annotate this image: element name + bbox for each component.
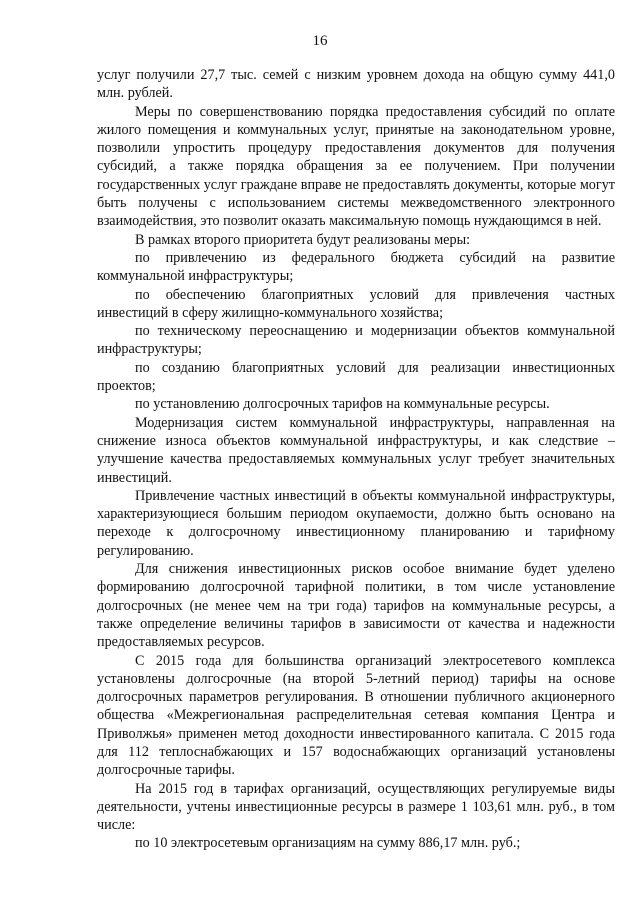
paragraph: С 2015 года для большинства организаций электросетевого комплекса установлены долгосрочные (на второй 5-летний период) тарифы на основе долгосрочных параметров регулирования. В отношении публичного акционерного общества «Межрегиональная распределительная сетевая компания Центра и Приволжья» применен метод доходности инвестированного капитала. С 2015 года для 112 теплоснабжающих и 157 водоснабжающих организаций установлены долгосрочные тарифы. [97, 652, 615, 779]
paragraph: Привлечение частных инвестиций в объекты коммунальной инфраструктуры, характеризующиеся большим периодом окупаемости, должно быть основано на переходе к долгосрочному инвестиционному планированию и тарифному регулированию. [97, 487, 615, 559]
list-item: по 10 электросетевым организациям на сумму 886,17 млн. руб.; [135, 835, 521, 852]
page-number: 16 [312, 33, 328, 49]
document-body [97, 66, 615, 853]
paragraph: Модернизация систем коммунальной инфраструктуры, направленная на снижение износа объектов коммунальной инфраструктуры, и как следствие – улучшение качества предоставляемых коммунальных услуг требует значительных инвестиций. [97, 414, 615, 486]
list-item: по техническому переоснащению и модернизации объектов коммунальной инфраструктуры; [97, 323, 615, 358]
paragraph: услуг получили 27,7 тыс. семей с низким уровнем дохода на общую сумму 441,0 млн. рублей. [97, 67, 615, 102]
paragraph: На 2015 год в тарифах организаций, осуществляющих регулируемые виды деятельности, учтены инвестиционные ресурсы в размере 1 103,61 млн. руб., в том числе: [97, 780, 615, 834]
list-item: по привлечению из федерального бюджета субсидий на развитие коммунальной инфраструктуры; [97, 249, 615, 285]
list-item: по созданию благоприятных условий для реализации инвестиционных проектов; [97, 359, 615, 395]
paragraph: Для снижения инвестиционных рисков особое внимание будет уделено формированию долгосрочной тарифной политики, в том числе установление долгосрочных (не менее чем на три года) тарифов на коммунальные ресурсы, а также определение величины тарифов в зависимости от качества и надежности предоставляемых ресурсов. [97, 561, 615, 651]
paragraph: Меры по совершенствованию порядка предоставления субсидий по оплате жилого помещения и коммунальных услуг, принятые на законодательном уровне, позволили упростить процедуру предоставления документов для получения субсидий, а также порядка обращения за ее получением. При получении государственных услуг граждане вправе не предоставлять документы, которые могут быть получены с использованием системы межведомственного электронного взаимодействия, это позволит оказать максимальную помощь нуждающимся в ней. [97, 103, 615, 230]
list-item: по установлению долгосрочных тарифов на коммунальные ресурсы. [135, 396, 550, 413]
list-item: по обеспечению благоприятных условий для привлечения частных инвестиций в сферу жилищно-коммунального хозяйства; [97, 286, 615, 321]
paragraph: В рамках второго приоритета будут реализованы меры: [135, 231, 471, 248]
